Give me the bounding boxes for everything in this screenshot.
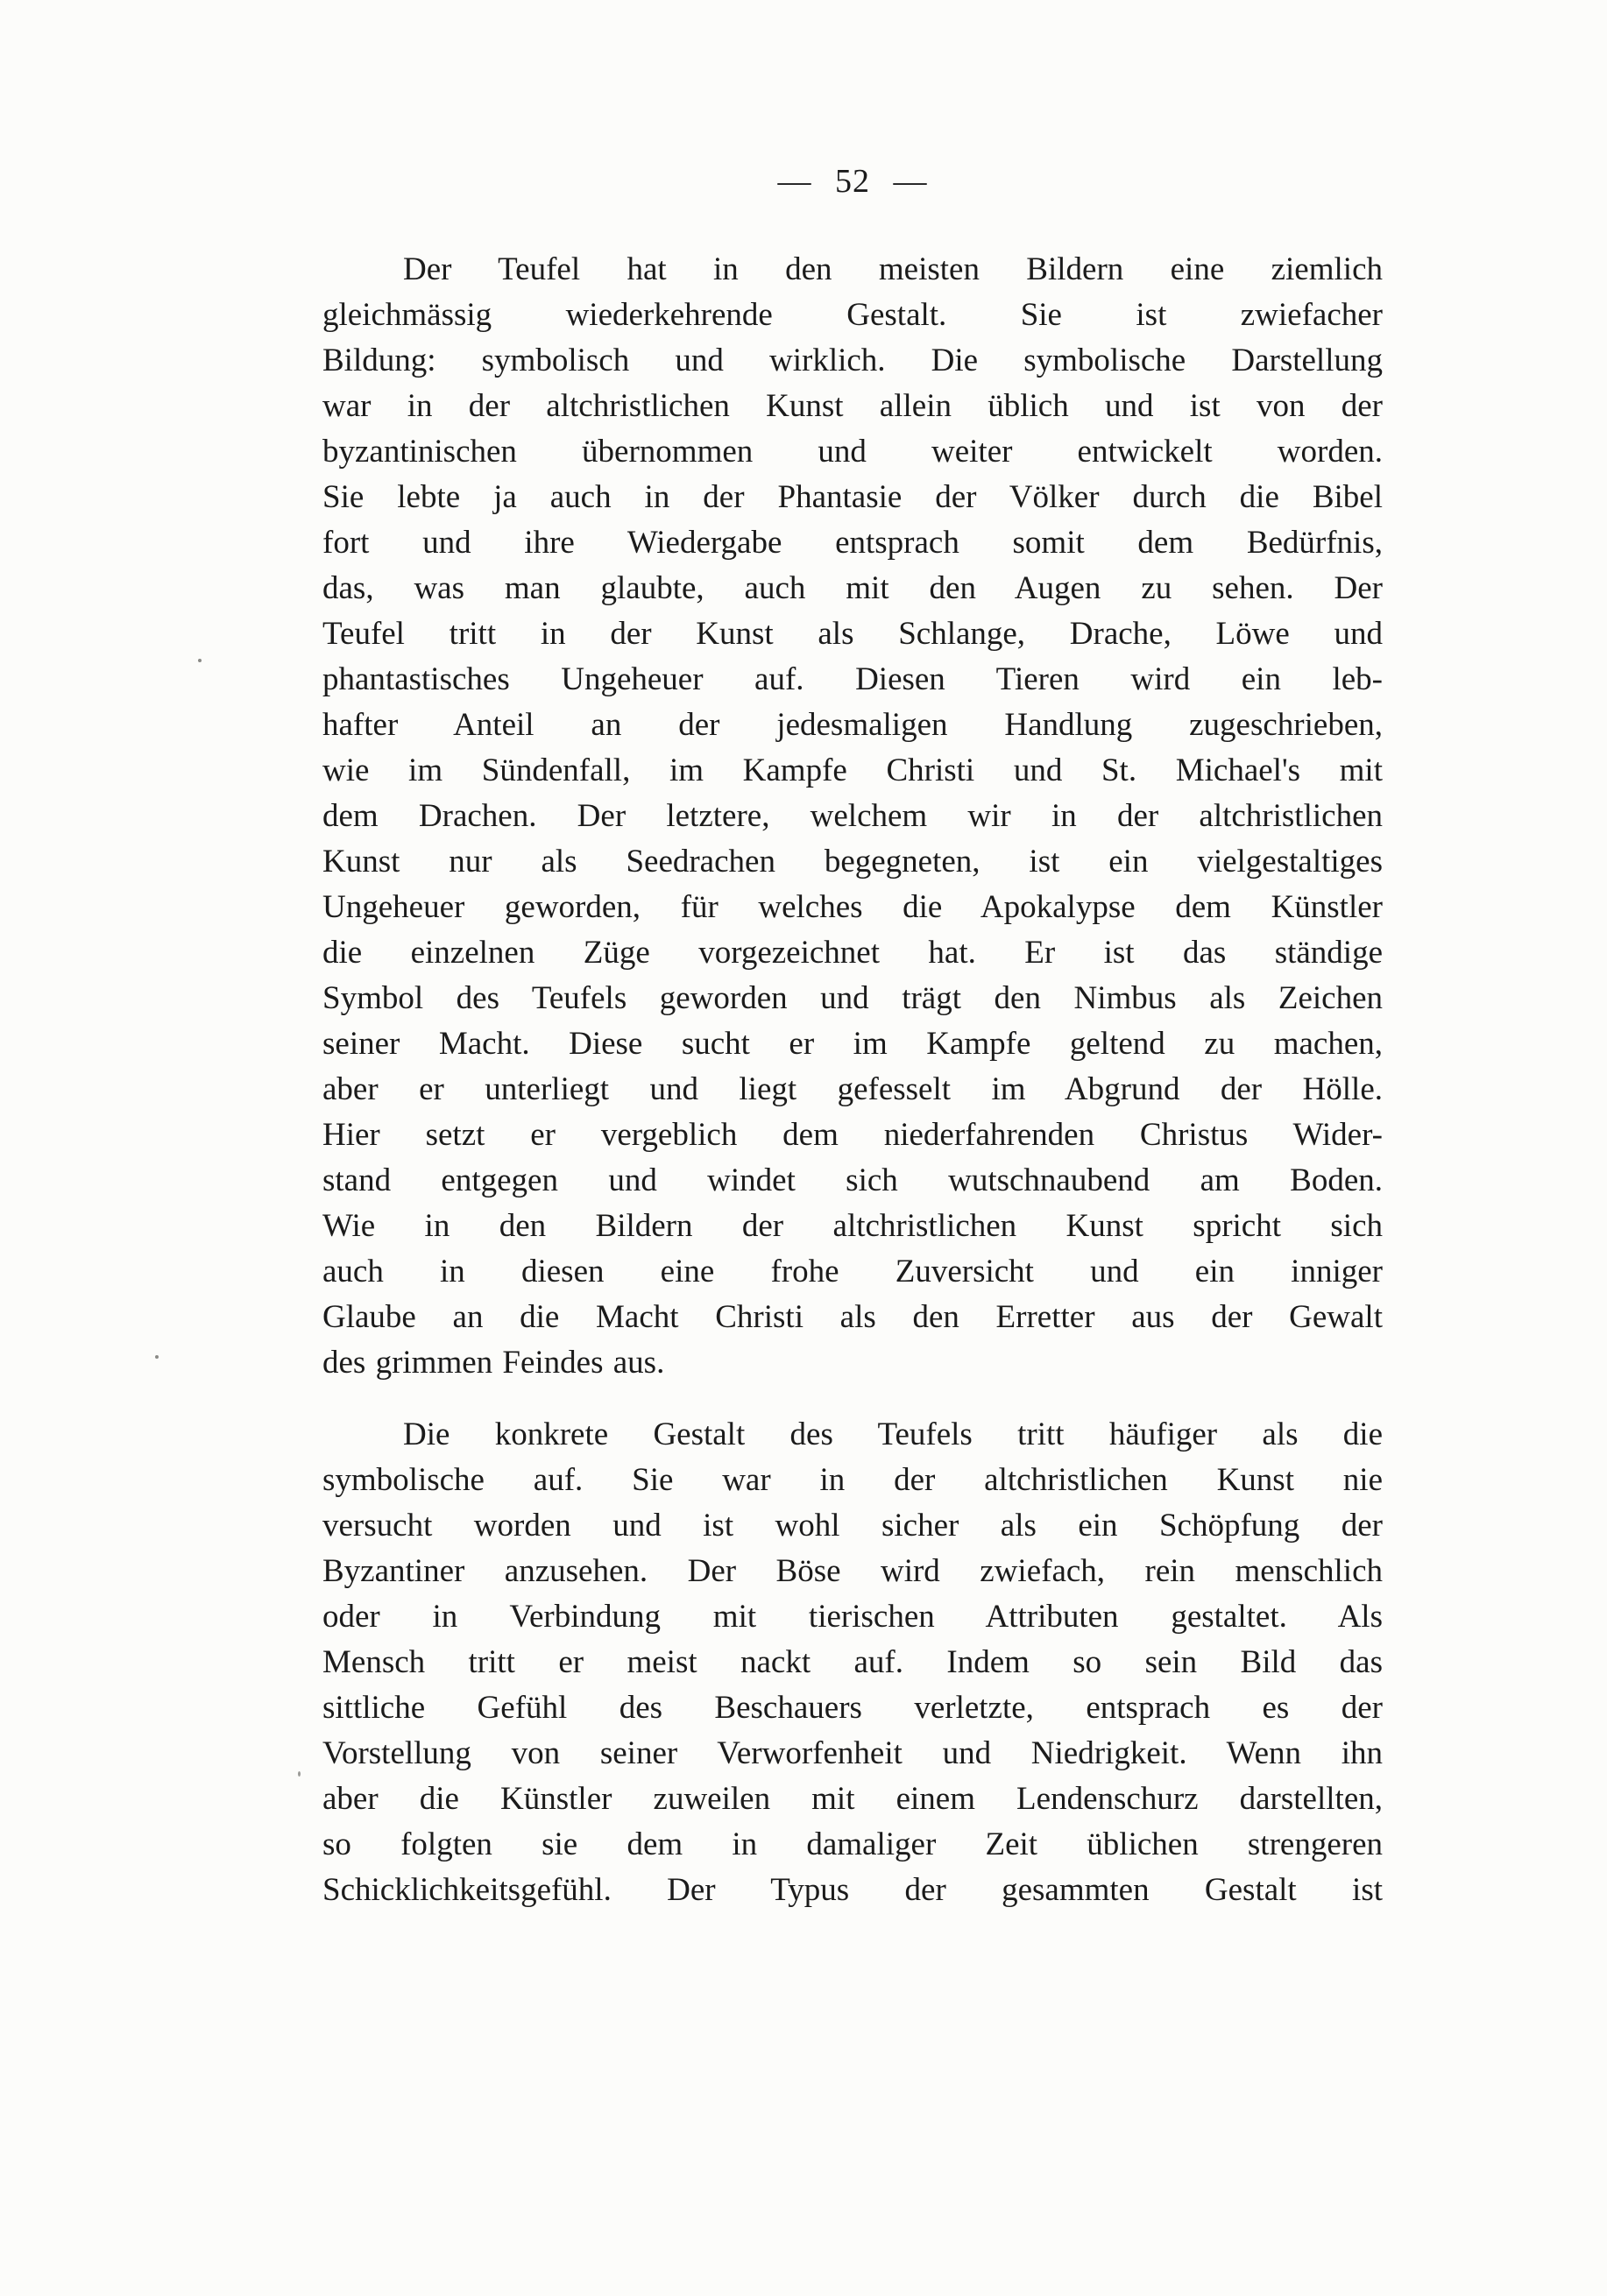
text-line: seiner Macht. Diese sucht er im Kampfe geltend zu machen, xyxy=(322,1026,1383,1062)
text-line: Byzantiner anzusehen. Der Böse wird zwiefach, rein menschlich xyxy=(322,1553,1383,1589)
scan-speck xyxy=(155,1355,159,1359)
text-line: Schicklichkeitsgefühl. Der Typus der gesammten Gestalt ist xyxy=(322,1872,1383,1908)
text-line: hafter Anteil an der jedesmaligen Handlung zugeschrieben, xyxy=(322,707,1383,743)
text-line: aber er unterliegt und liegt gefesselt im Abgrund der Hölle. xyxy=(322,1071,1383,1107)
text-line: Die konkrete Gestalt des Teufels tritt häufiger als die xyxy=(403,1416,1383,1452)
paragraph xyxy=(322,247,1383,1386)
paragraph xyxy=(322,1412,1383,1913)
text-line: wie im Sündenfall, im Kampfe Christi und St. Michael's mit xyxy=(322,752,1383,788)
text-line: Teufel tritt in der Kunst als Schlange, Drache, Löwe und xyxy=(322,616,1383,652)
text-line: das, was man glaubte, auch mit den Augen zu sehen. Der xyxy=(322,570,1383,606)
text-line: symbolische auf. Sie war in der altchristlichen Kunst nie xyxy=(322,1462,1383,1498)
text-line: Sie lebte ja auch in der Phantasie der Völker durch die Bibel xyxy=(322,479,1383,515)
text-line: war in der altchristlichen Kunst allein üblich und ist von der xyxy=(322,388,1383,424)
text-line: Mensch tritt er meist nackt auf. Indem so sein Bild das xyxy=(322,1644,1383,1680)
text-line: des grimmen Feindes aus. xyxy=(322,1345,665,1381)
text-line: stand entgegen und windet sich wutschnaubend am Boden. xyxy=(322,1162,1383,1198)
text-line: phantastisches Ungeheuer auf. Diesen Tieren wird ein leb- xyxy=(322,661,1383,697)
text-line: Hier setzt er vergeblich dem niederfahrenden Christus Wider- xyxy=(322,1117,1383,1153)
text-line: versucht worden und ist wohl sicher als ein Schöpfung der xyxy=(322,1508,1383,1544)
text-line: Kunst nur als Seedrachen begegneten, ist ein vielgestaltiges xyxy=(322,844,1383,880)
text-line: Symbol des Teufels geworden und trägt den Nimbus als Zeichen xyxy=(322,980,1383,1016)
text-line: Glaube an die Macht Christi als den Erretter aus der Gewalt xyxy=(322,1299,1383,1335)
text-line: die einzelnen Züge vorgezeichnet hat. Er ist das ständige xyxy=(322,935,1383,971)
text-block xyxy=(322,247,1383,1913)
text-line: dem Drachen. Der letztere, welchem wir in der altchristlichen xyxy=(322,798,1383,834)
text-line: gleichmässig wiederkehrende Gestalt. Sie ist zwiefacher xyxy=(322,297,1383,333)
text-line: so folgten sie dem in damaliger Zeit üblichen strengeren xyxy=(322,1826,1383,1862)
text-line: byzantinischen übernommen und weiter entwickelt worden. xyxy=(322,434,1383,470)
text-line: sittliche Gefühl des Beschauers verletzte, entsprach es der xyxy=(322,1690,1383,1726)
text-line: Vorstellung von seiner Verworfenheit und Niedrigkeit. Wenn ihn xyxy=(322,1735,1383,1771)
text-line: Wie in den Bildern der altchristlichen Kunst spricht sich xyxy=(322,1208,1383,1244)
text-line: aber die Künstler zuweilen mit einem Lendenschurz darstellten, xyxy=(322,1781,1383,1817)
scan-speck xyxy=(198,659,202,662)
text-line: Ungeheuer geworden, für welches die Apokalypse dem Künstler xyxy=(322,889,1383,925)
text-line: oder in Verbindung mit tierischen Attributen gestaltet. Als xyxy=(322,1599,1383,1635)
text-line: fort und ihre Wiedergabe entsprach somit dem Bedürfnis, xyxy=(322,525,1383,561)
scan-speck xyxy=(298,1771,301,1777)
text-line: Der Teufel hat in den meisten Bildern eine ziemlich xyxy=(403,251,1383,287)
text-line: Bildung: symbolisch und wirklich. Die symbolische Darstellung xyxy=(322,343,1383,378)
page-number: — 52 — xyxy=(777,163,928,200)
text-line: auch in diesen eine frohe Zuversicht und ein inniger xyxy=(322,1254,1383,1289)
